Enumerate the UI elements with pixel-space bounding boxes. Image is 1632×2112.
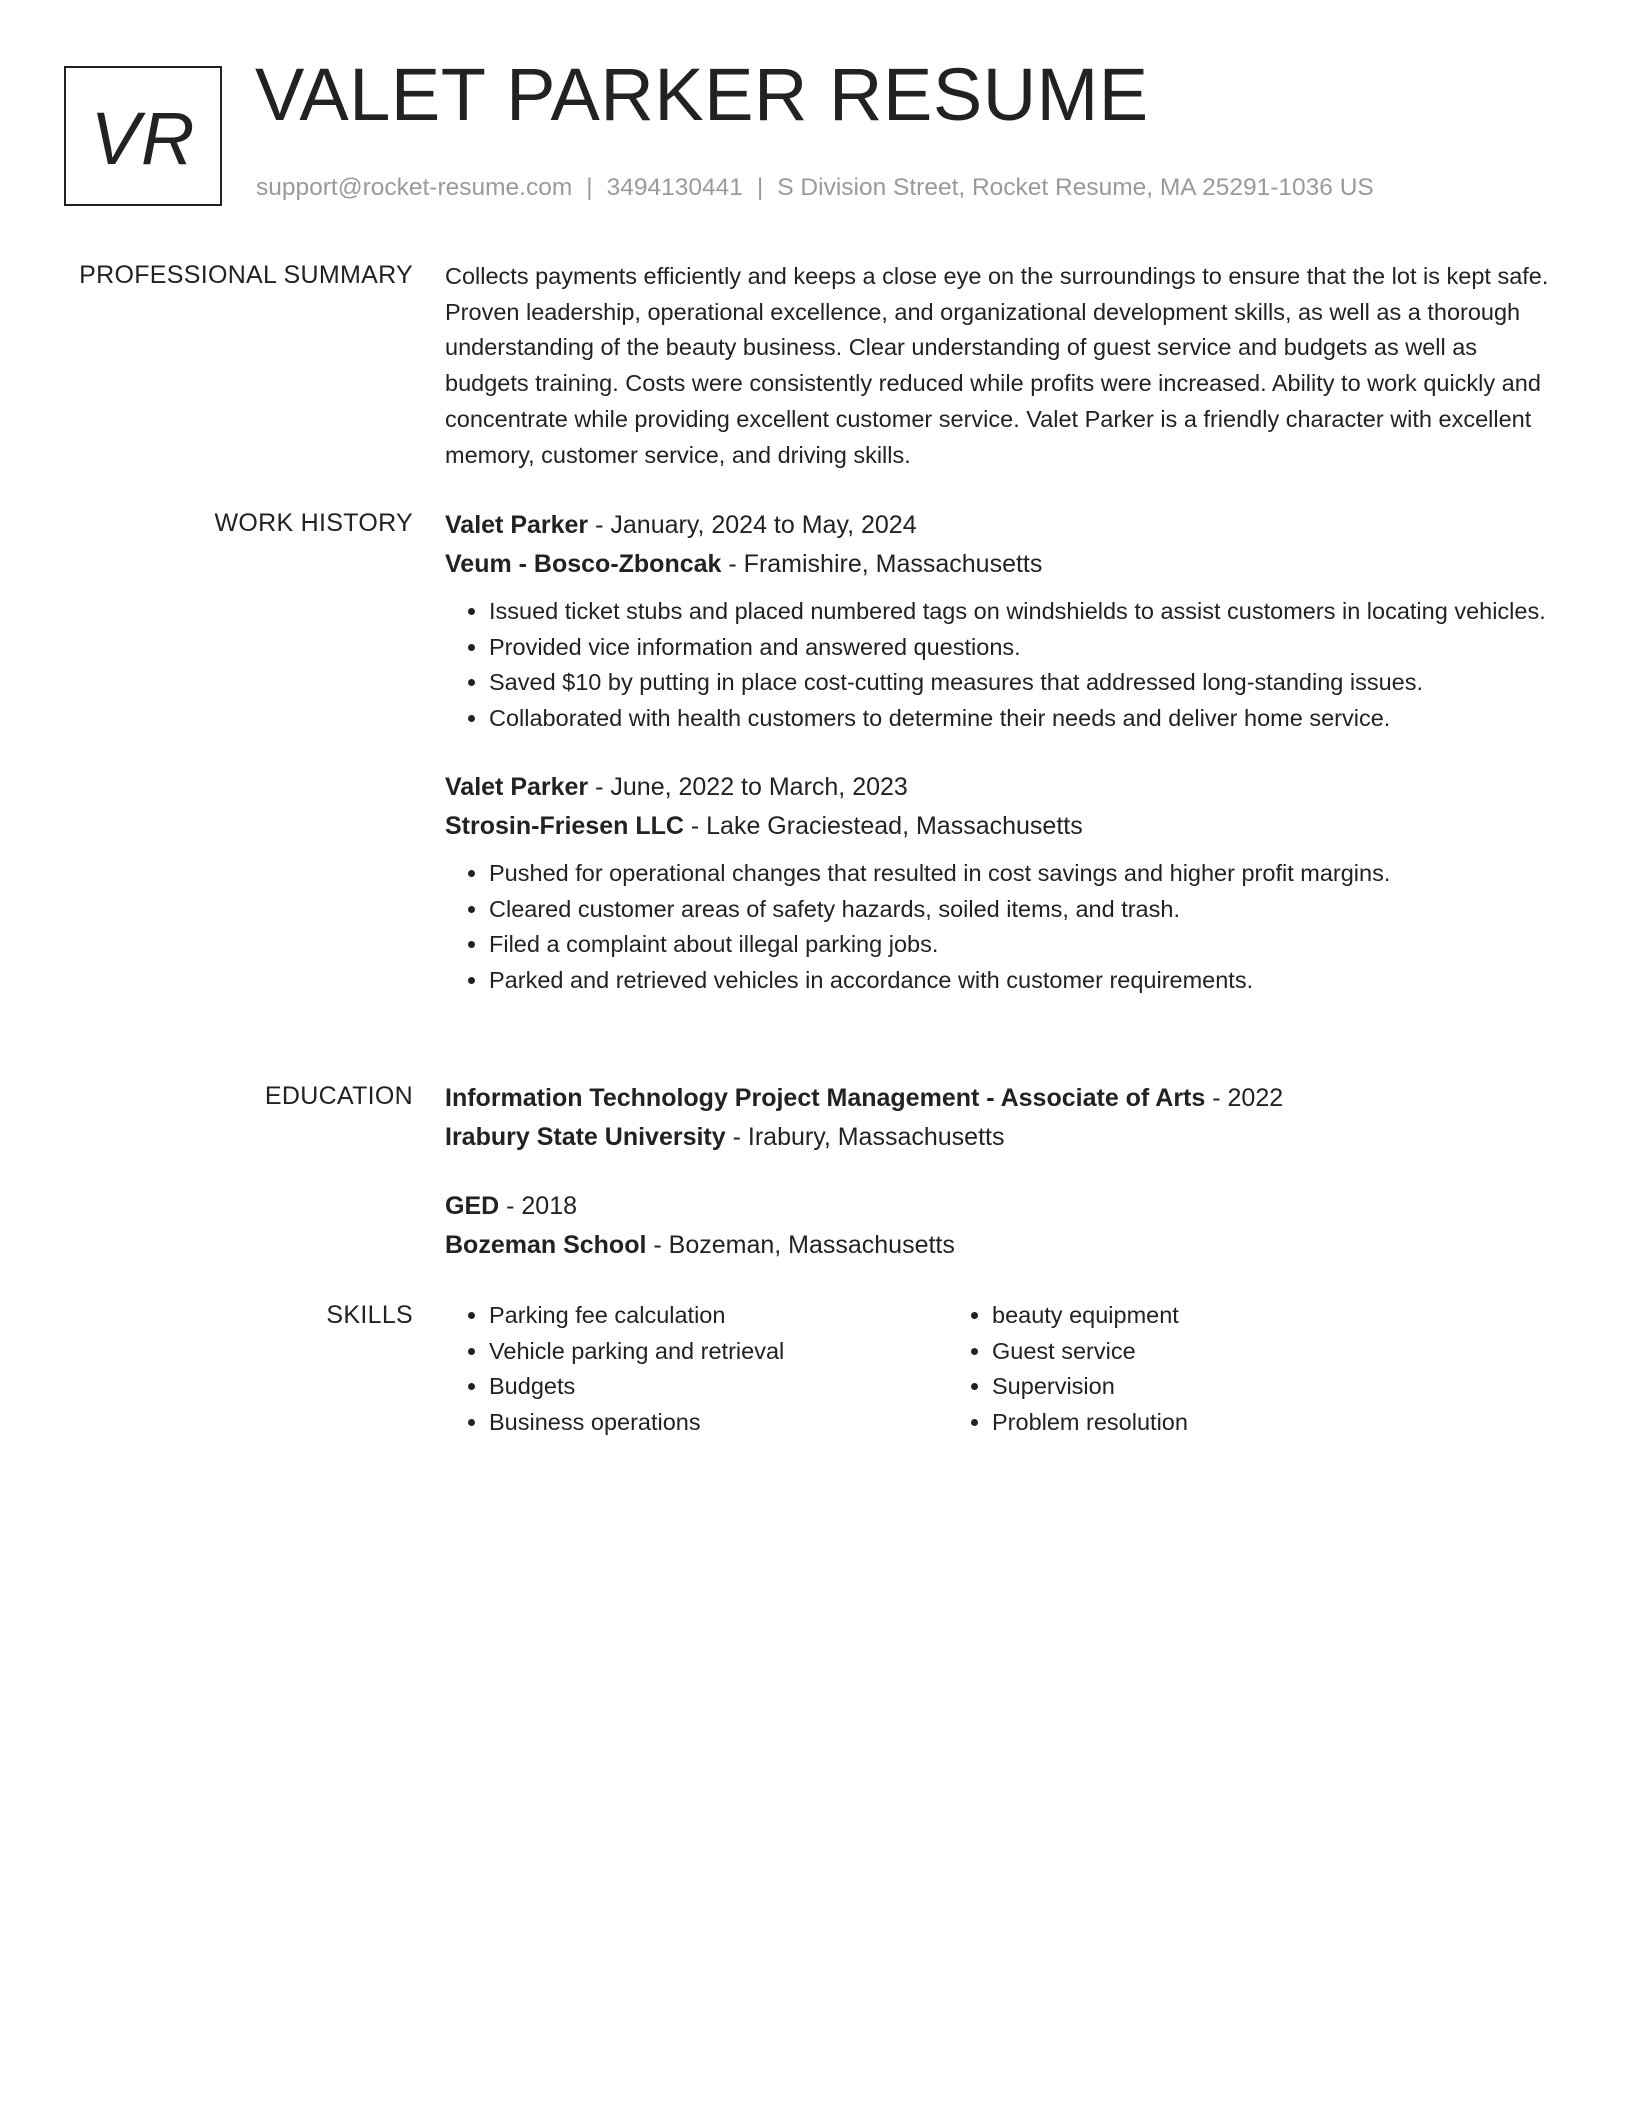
job-bullet: • Saved $10 by putting in place cost-cutting measures that addressed long-standing issues.	[489, 665, 1565, 701]
degree-line	[445, 1079, 1565, 1118]
school-location: - Bozeman, Massachusetts	[646, 1231, 955, 1259]
contact-separator: |	[586, 174, 593, 201]
job-bullet: • Issued ticket stubs and placed numbered tags on windshields to assist customers in locating vehicles.	[489, 594, 1565, 630]
section-label-skills: SKILLS	[326, 1301, 413, 1329]
skill-item: • Guest service	[992, 1334, 1451, 1370]
degree-name: GED	[445, 1192, 500, 1220]
school-name: Irabury State University	[445, 1123, 726, 1151]
skills-list-left	[445, 1298, 948, 1441]
skill-item: • Problem resolution	[992, 1405, 1451, 1441]
contact-phone: 3494130441	[606, 174, 743, 201]
section-label-work-history: WORK HISTORY	[214, 509, 413, 537]
job-bullets	[445, 594, 1565, 737]
job-bullet: • Pushed for operational changes that resulted in cost savings and higher profit margins.	[489, 856, 1565, 892]
resume-title: VALET PARKER RESUME	[255, 53, 1149, 136]
degree-name: Information Technology Project Management - Associate of Arts	[445, 1084, 1206, 1112]
school-line	[445, 1226, 1565, 1265]
job-location: - Lake Graciestead, Massachusetts	[683, 811, 1083, 840]
skills-body	[445, 1298, 1565, 1441]
skills-list-right	[948, 1298, 1451, 1441]
degree-year: - 2018	[499, 1192, 578, 1220]
job-title-line	[445, 506, 1565, 545]
skill-item: • beauty equipment	[992, 1298, 1451, 1334]
skill-item: • Budgets	[489, 1369, 948, 1405]
skill-item: • Business operations	[489, 1405, 948, 1441]
job-entry	[445, 506, 1565, 737]
monogram-initials: VR	[90, 96, 196, 180]
job-bullets	[445, 856, 1565, 999]
section-label-education: EDUCATION	[264, 1082, 413, 1110]
job-company: Strosin-Friesen LLC	[445, 811, 684, 840]
job-dates: - June, 2022 to March, 2023	[588, 772, 908, 801]
school-name: Bozeman School	[445, 1231, 647, 1259]
contact-separator: |	[756, 174, 764, 201]
job-bullet: • Provided vice information and answered questions.	[489, 630, 1565, 666]
education-body	[445, 1079, 1565, 1295]
job-bullet: • Parked and retrieved vehicles in accordance with customer requirements.	[489, 963, 1565, 999]
job-company-line	[445, 545, 1565, 584]
job-location: - Framishire, Massachusetts	[721, 550, 1043, 578]
work-history-body	[445, 506, 1565, 1030]
degree-year: - 2022	[1205, 1084, 1284, 1112]
job-company-line	[445, 807, 1565, 846]
job-title: Valet Parker	[445, 511, 589, 539]
education-entry	[445, 1079, 1565, 1157]
skill-item: • Vehicle parking and retrieval	[489, 1334, 948, 1370]
job-dates: - January, 2024 to May, 2024	[588, 511, 917, 539]
summary-text: Collects payments efficiently and keeps a close eye on the surroundings to ensure that the lot is kept safe. Proven leadership, operational excellence, and organizational development skills, as well as a thorough understanding of the beauty business. Clear understanding of guest service and budgets as well as budgets training. Costs were consistently reduced while profits were increased. Ability to work quickly and concentrate while providing excellent customer service. Valet Parker is a friendly character with excellent memory, customer service, and driving skills.	[445, 263, 1549, 468]
job-bullet: • Cleared customer areas of safety hazards, soiled items, and trash.	[489, 892, 1565, 928]
job-bullet: • Filed a complaint about illegal parking jobs.	[489, 927, 1565, 963]
contact-address: S Division Street, Rocket Resume, MA 25291-1036 US	[777, 174, 1374, 201]
contact-email: support@rocket-resume.com	[256, 174, 573, 201]
education-entry	[445, 1187, 1565, 1265]
school-location: - Irabury, Massachusetts	[725, 1123, 1005, 1151]
skill-item: • Supervision	[992, 1369, 1451, 1405]
monogram-box	[64, 66, 222, 206]
school-line	[445, 1118, 1565, 1157]
job-bullet: • Collaborated with health customers to determine their needs and deliver home service.	[489, 701, 1565, 737]
summary-body	[445, 259, 1565, 473]
degree-line	[445, 1187, 1565, 1226]
job-company: Veum - Bosco-Zboncak	[445, 550, 722, 578]
job-entry	[445, 768, 1565, 999]
skill-item: • Parking fee calculation	[489, 1298, 948, 1334]
job-title: Valet Parker	[445, 772, 589, 801]
skills-columns	[445, 1298, 1565, 1441]
job-title-line	[445, 768, 1565, 807]
contact-line	[256, 174, 1374, 202]
section-label-summary: PROFESSIONAL SUMMARY	[79, 261, 413, 289]
